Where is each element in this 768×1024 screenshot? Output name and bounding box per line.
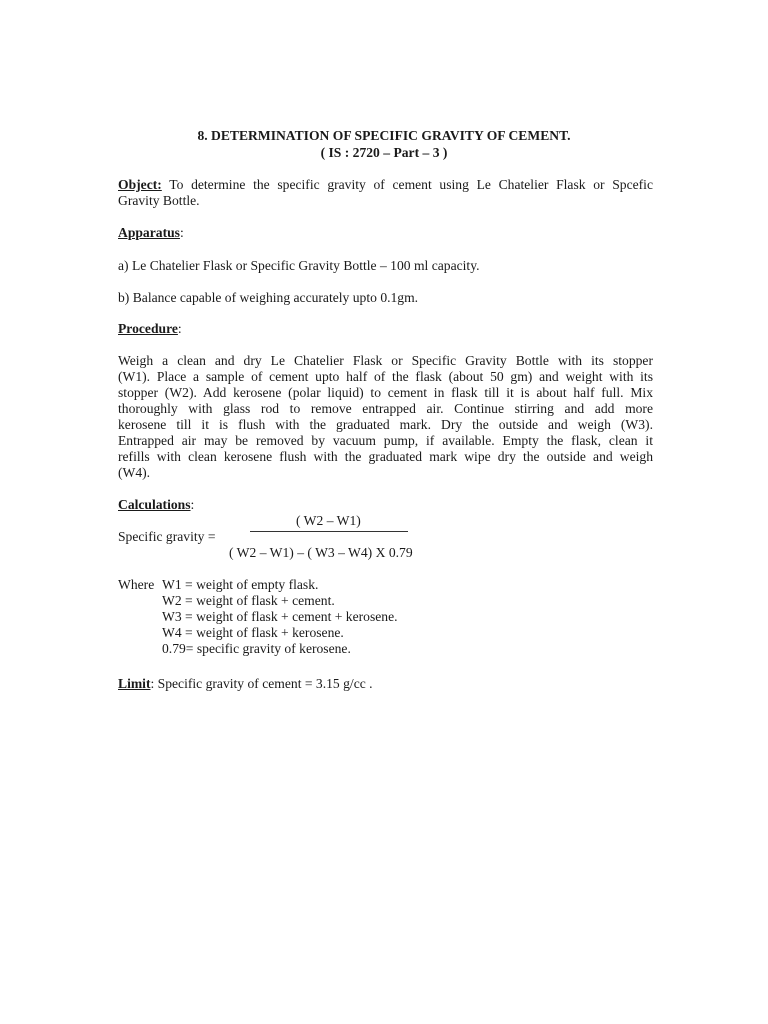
procedure-line-5: kerosene till it is flush with the graduated mark. Dry the outside and weigh (W3). — [118, 417, 653, 432]
object-heading: Object: — [118, 177, 162, 192]
formula-lhs: Specific gravity = — [118, 529, 216, 544]
procedure-colon: : — [177, 321, 182, 336]
calculations-heading-row — [118, 497, 194, 513]
procedure-line-7: refills with clean kerosene flush with the graduated mark wipe dry the outside and weigh — [118, 449, 653, 464]
fraction-bar — [250, 531, 408, 532]
object-text-1: To determine the specific gravity of cement using Le Chatelier Flask or Spcefic — [169, 177, 653, 192]
formula-denominator: ( W2 – W1) – ( W3 – W4) X 0.79 — [229, 545, 413, 560]
definition-w2: W2 = weight of flask + cement. — [162, 593, 335, 608]
procedure-line-2: (W1). Place a sample of cement upto half of the flask (about 50 gm) and weight with its — [118, 369, 653, 384]
procedure-line-4: thoroughly with glass rod to remove entrapped air. Continue stirring and add more — [118, 401, 653, 416]
object-line-2: Gravity Bottle. — [118, 193, 200, 208]
document-subtitle: ( IS : 2720 – Part – 3 ) — [320, 145, 448, 160]
calculations-colon: : — [190, 497, 195, 512]
procedure-line-6: Entrapped air may be removed by vacuum pump, if available. Empty the flask, clean it — [118, 433, 653, 448]
definition-w3: W3 = weight of flask + cement + kerosene. — [162, 609, 398, 624]
definition-kerosene: 0.79= specific gravity of kerosene. — [162, 641, 351, 656]
definition-w1: W1 = weight of empty flask. — [162, 577, 319, 592]
procedure-line-3: stopper (W2). Add kerosene (polar liquid) to cement in flask till it is about half full. Mix — [118, 385, 653, 400]
apparatus-colon: : — [179, 225, 184, 240]
apparatus-heading-row — [118, 225, 184, 241]
procedure-line-8: (W4). — [118, 465, 151, 480]
formula-numerator: ( W2 – W1) — [296, 513, 361, 528]
where-prefix: Where — [118, 577, 155, 592]
document-title: 8. DETERMINATION OF SPECIFIC GRAVITY OF CEMENT. — [197, 128, 571, 143]
limit-heading: Limit — [118, 676, 151, 691]
procedure-line-1: Weigh a clean and dry Le Chatelier Flask or Specific Gravity Bottle with its stopper — [118, 353, 653, 368]
limit-row — [118, 676, 373, 692]
apparatus-item-b: b) Balance capable of weighing accurately upto 0.1gm. — [118, 290, 419, 305]
definition-w4: W4 = weight of flask + kerosene. — [162, 625, 344, 640]
procedure-heading: Procedure — [118, 321, 178, 336]
calculations-heading: Calculations — [118, 497, 191, 512]
procedure-heading-row — [118, 321, 182, 337]
limit-text: : Specific gravity of cement = 3.15 g/cc . — [150, 676, 373, 691]
object-line-1 — [118, 177, 653, 193]
apparatus-item-a: a) Le Chatelier Flask or Specific Gravity Bottle – 100 ml capacity. — [118, 258, 480, 273]
apparatus-heading: Apparatus — [118, 225, 180, 240]
